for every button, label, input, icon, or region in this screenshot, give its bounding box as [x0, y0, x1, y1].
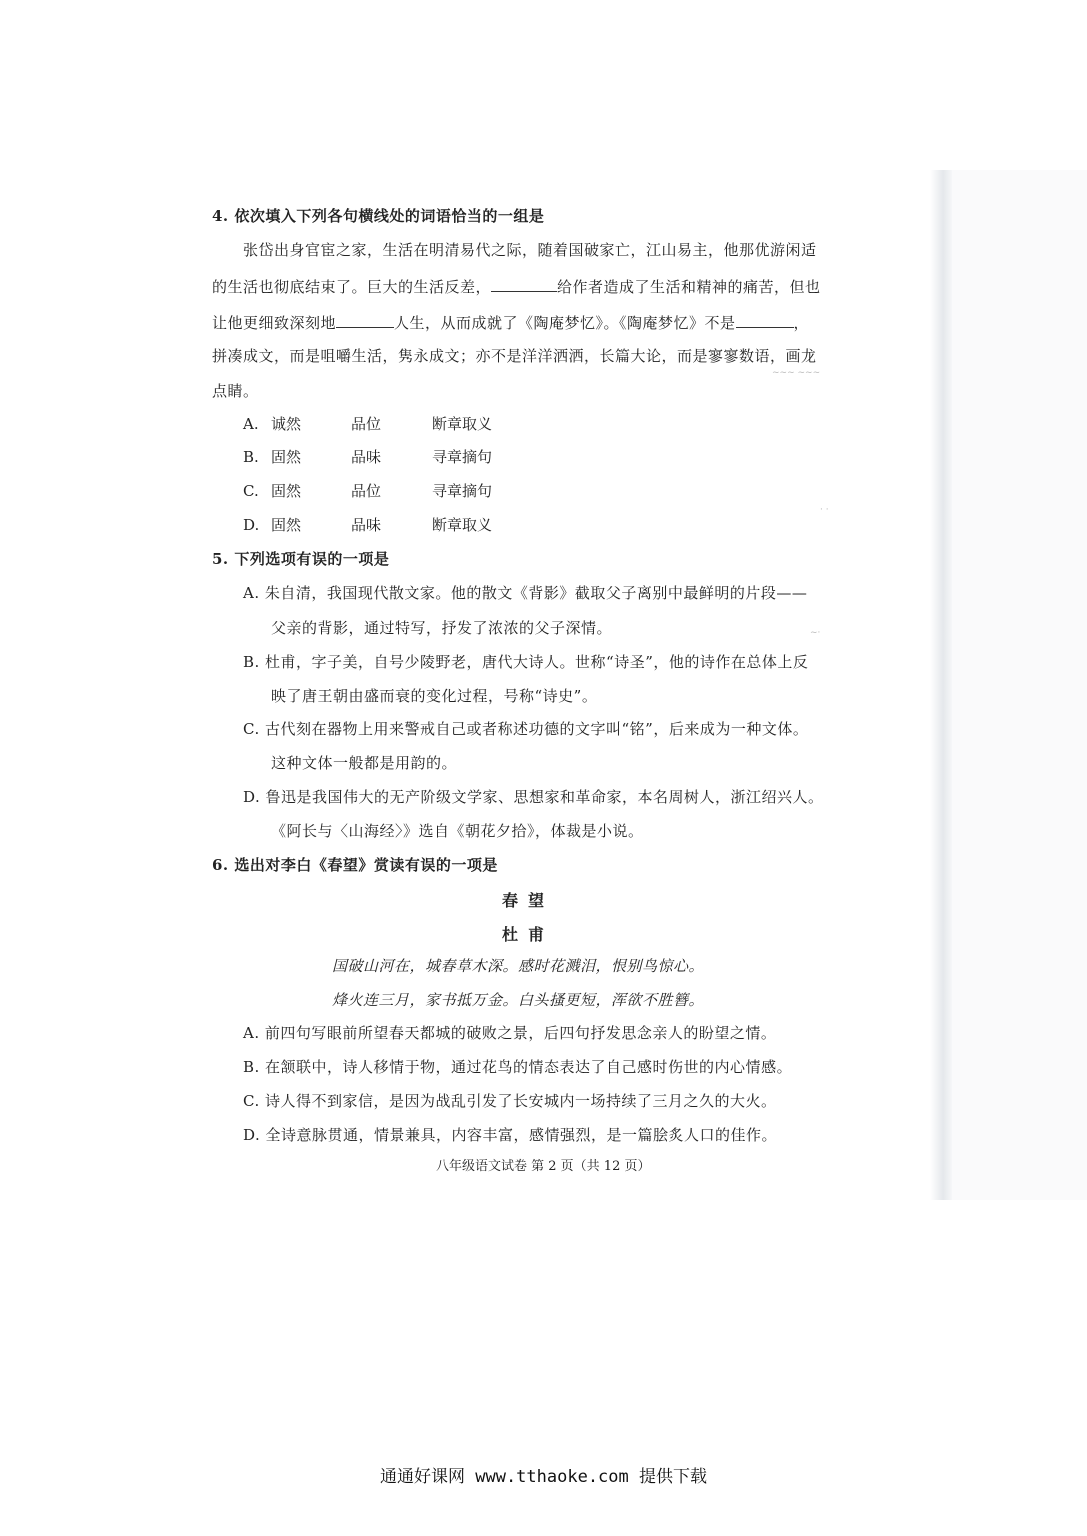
- poem-author: 杜甫: [502, 925, 555, 944]
- poem-line-1: 国破山河在，城春草木深。感时花溅泪，恨别鸟惊心。: [332, 957, 705, 975]
- option-word-3: 断章取义: [432, 516, 493, 534]
- option-letter: C.: [243, 482, 259, 500]
- q5-heading: 5. 下列选项有误的一项是: [212, 550, 390, 568]
- q4-heading: 4. 依次填入下列各句横线处的词语恰当的一组是: [212, 207, 545, 225]
- q4-passage-line-3a: 让他更细致深刻地: [212, 314, 337, 332]
- option-word-1: 固然: [271, 516, 302, 534]
- q4-passage-line-1: 张岱出身官宦之家，生活在明清易代之际，随着国破家亡，江山易主，他那优游闲适: [243, 241, 817, 259]
- option-word-2: 品位: [351, 482, 382, 500]
- scan-speck: ~·: [810, 628, 821, 638]
- q6-option-d[interactable]: D. 全诗意脉贯通，情景兼具，内容丰富，感情强烈，是一篇脍炙人口的佳作。: [243, 1126, 778, 1144]
- option-letter: B.: [243, 448, 259, 466]
- option-letter: A.: [243, 415, 259, 433]
- answer-blank-3[interactable]: [736, 311, 794, 328]
- q5-option-b-line-2: 映了唐王朝由盛而衰的变化过程，号称“诗史”。: [271, 687, 598, 705]
- scan-speck: ~~~ ~~~: [772, 368, 821, 378]
- option-letter: D.: [243, 516, 260, 534]
- page-number-footer: 八年级语文试卷 第 2 页（共 12 页）: [436, 1159, 651, 1174]
- q6-option-c[interactable]: C. 诗人得不到家信，是因为战乱引发了长安城内一场持续了三月之久的大火。: [243, 1092, 777, 1110]
- scan-margin: [952, 170, 1087, 1200]
- poem-title: 春望: [502, 891, 555, 910]
- q4-passage-line-3b: 人生，从而成就了《陶庵梦忆》。《陶庵梦忆》不是: [394, 314, 736, 332]
- q5-option-a-line-1[interactable]: A. 朱自清，我国现代散文家。他的散文《背影》截取父子离别中最鲜明的片段——: [243, 584, 808, 602]
- answer-blank-1[interactable]: [491, 275, 557, 292]
- source-credit: 通通好课网 www.tthaoke.com 提供下载: [380, 1467, 707, 1487]
- q4-passage-line-2a: 的生活也彻底结束了。巨大的生活反差，: [212, 278, 492, 296]
- q5-option-a-line-2: 父亲的背影，通过特写，抒发了浓浓的父子深情。: [271, 619, 613, 637]
- option-word-3: 寻章摘句: [432, 448, 493, 466]
- q5-option-c-line-1[interactable]: C. 古代刻在器物上用来警戒自己或者称述功德的文字叫“铭”，后来成为一种文体。: [243, 720, 809, 738]
- option-word-3: 寻章摘句: [432, 482, 493, 500]
- q5-option-d-line-1[interactable]: D. 鲁迅是我国伟大的无产阶级文学家、思想家和革命家，本名周树人，浙江绍兴人。: [243, 788, 824, 806]
- q4-passage-line-2b: 给作者造成了生活和精神的痛苦，但也: [557, 278, 821, 296]
- option-word-2: 品味: [351, 516, 382, 534]
- scan-speck: · ·: [820, 505, 829, 515]
- option-word-2: 品位: [351, 415, 382, 433]
- q6-heading: 6. 选出对李白《春望》赏读有误的一项是: [212, 856, 498, 874]
- q5-option-c-line-2: 这种文体一般都是用韵的。: [271, 754, 458, 772]
- q6-option-a[interactable]: A. 前四句写眼前所望春天都城的破败之景，后四句抒发思念亲人的盼望之情。: [243, 1024, 777, 1042]
- option-word-3: 断章取义: [432, 415, 493, 433]
- option-word-1: 固然: [271, 448, 302, 466]
- q5-option-d-line-2: 《阿长与〈山海经〉》选自《朝花夕拾》，体裁是小说。: [271, 822, 644, 840]
- option-word-1: 诚然: [271, 415, 302, 433]
- q4-passage-line-3c: ，: [793, 314, 810, 332]
- option-word-1: 固然: [271, 482, 302, 500]
- q6-option-b[interactable]: B. 在颔联中，诗人移情于物，通过花鸟的情态表达了自己感时伤世的内心情感。: [243, 1058, 793, 1076]
- scan-shadow: [930, 170, 952, 1200]
- q4-passage-line-2: [212, 275, 821, 297]
- poem-line-2: 烽火连三月，家书抵万金。白头搔更短，浑欲不胜簪。: [332, 991, 705, 1009]
- q4-passage-line-5: 点睛。: [212, 382, 259, 400]
- option-word-2: 品味: [351, 448, 382, 466]
- q5-option-b-line-1[interactable]: B. 杜甫，字子美，自号少陵野老，唐代大诗人。世称“诗圣”，他的诗作在总体上反: [243, 653, 809, 671]
- q4-passage-line-3: [212, 311, 809, 333]
- q4-passage-line-4: 拼凑成文，而是咀嚼生活，隽永成文；亦不是洋洋洒洒，长篇大论，而是寥寥数语，画龙: [212, 347, 817, 365]
- answer-blank-2[interactable]: [336, 311, 394, 328]
